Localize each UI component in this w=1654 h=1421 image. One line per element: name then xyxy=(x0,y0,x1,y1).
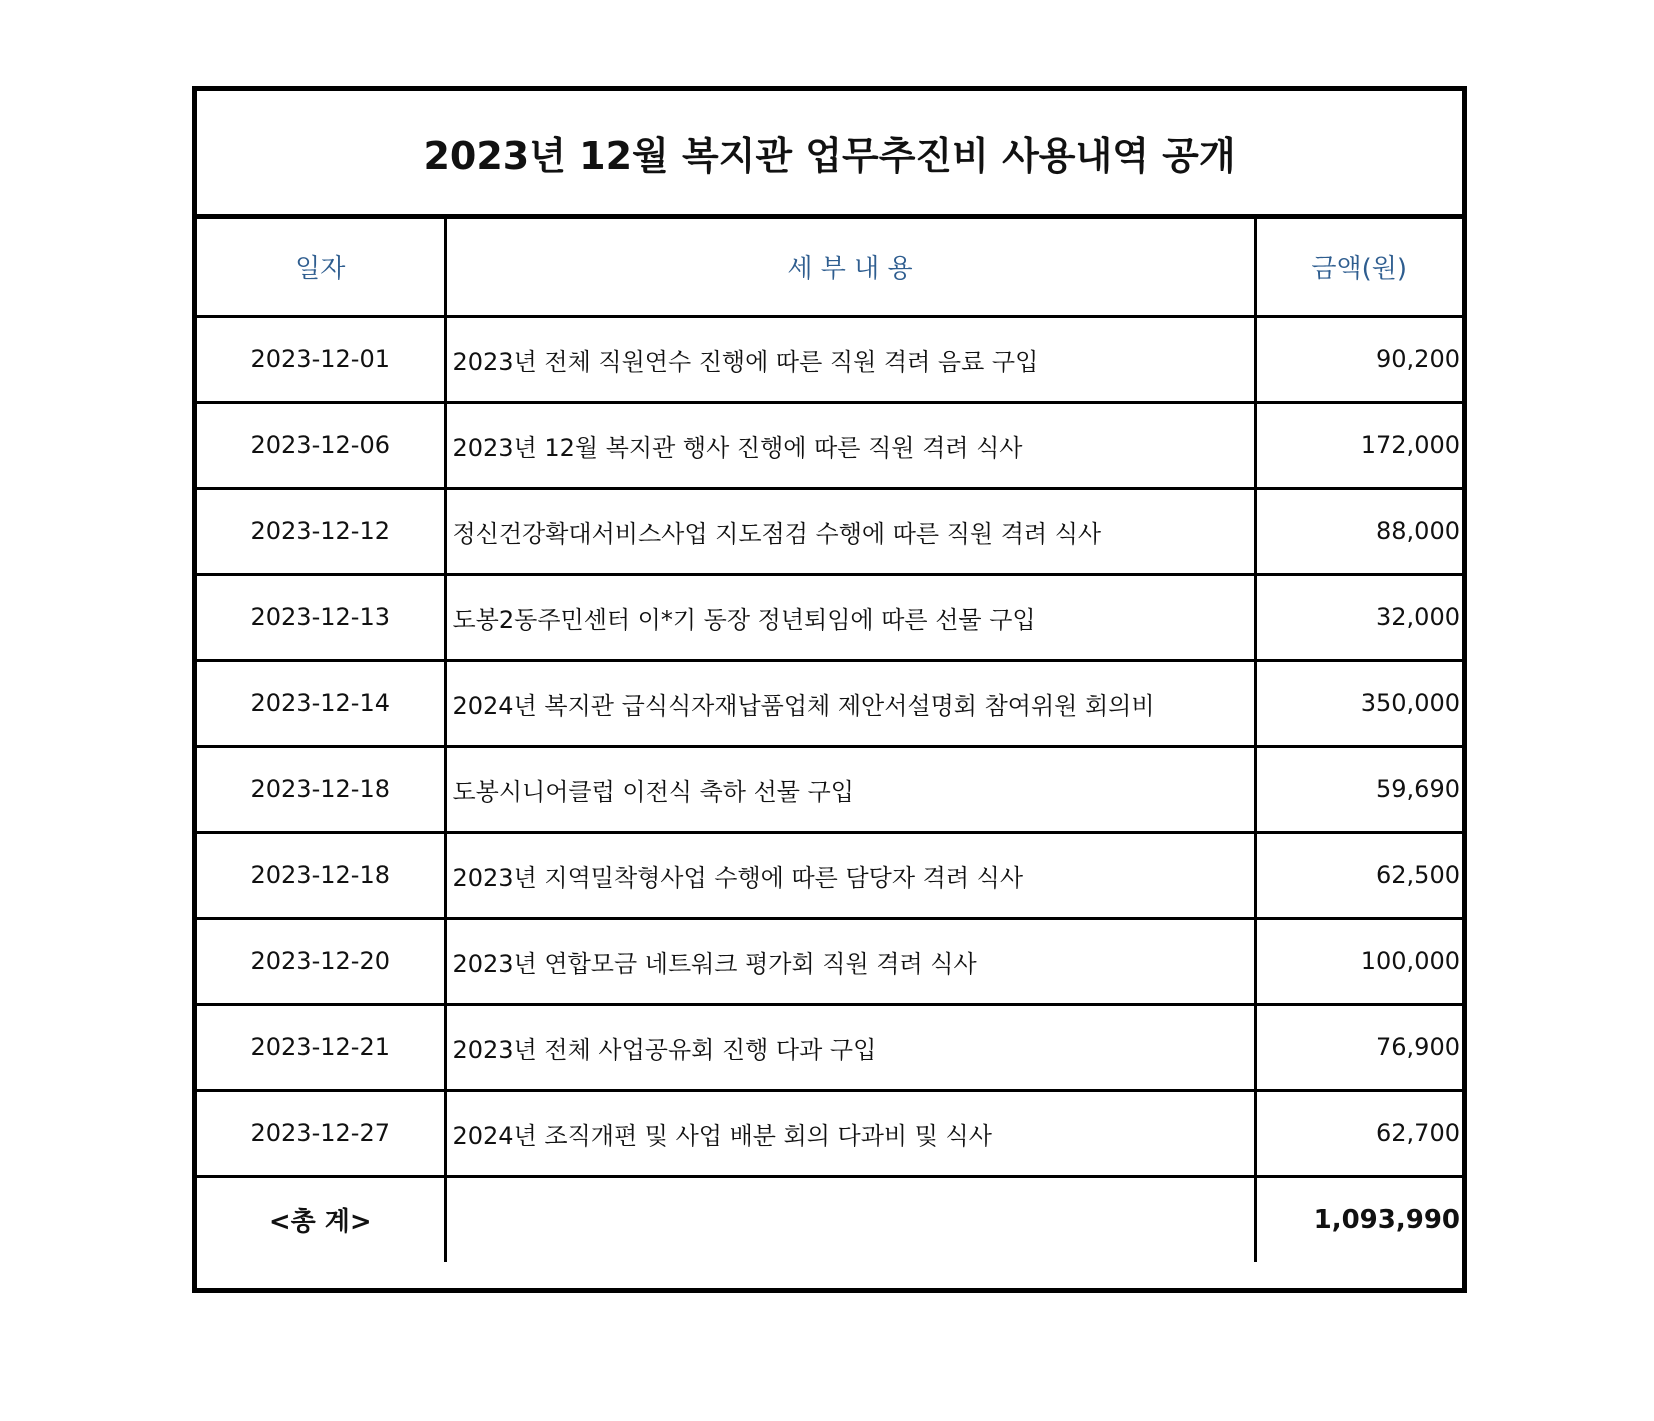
total-label: <총 계> xyxy=(197,1176,445,1262)
row-description: 2023년 12월 복지관 행사 진행에 따른 직원 격려 식사 xyxy=(445,402,1255,488)
total-description xyxy=(445,1176,1255,1262)
row-date: 2023-12-01 xyxy=(197,316,445,402)
row-date: 2023-12-18 xyxy=(197,746,445,832)
row-description: 2023년 전체 직원연수 진행에 따른 직원 격려 음료 구입 xyxy=(445,316,1255,402)
table-row xyxy=(197,832,1462,918)
row-amount: 32,000 xyxy=(1255,574,1462,660)
row-amount: 88,000 xyxy=(1255,488,1462,574)
row-amount: 59,690 xyxy=(1255,746,1462,832)
total-row xyxy=(197,1176,1462,1262)
row-description: 도봉2동주민센터 이*기 동장 정년퇴임에 따른 선물 구입 xyxy=(445,574,1255,660)
row-amount: 100,000 xyxy=(1255,918,1462,1004)
page-title: 2023년 12월 복지관 업무추진비 사용내역 공개 xyxy=(423,134,1236,178)
row-description: 2023년 전체 사업공유회 진행 다과 구입 xyxy=(445,1004,1255,1090)
table-row xyxy=(197,660,1462,746)
row-amount: 172,000 xyxy=(1255,402,1462,488)
row-date: 2023-12-06 xyxy=(197,402,445,488)
row-description: 정신건강확대서비스사업 지도점검 수행에 따른 직원 격려 식사 xyxy=(445,488,1255,574)
title-box xyxy=(197,91,1462,219)
row-date: 2023-12-14 xyxy=(197,660,445,746)
row-description: 2024년 조직개편 및 사업 배분 회의 다과비 및 식사 xyxy=(445,1090,1255,1176)
row-amount: 350,000 xyxy=(1255,660,1462,746)
expense-disclosure-sheet xyxy=(192,86,1467,1293)
row-amount: 62,500 xyxy=(1255,832,1462,918)
total-amount: 1,093,990 xyxy=(1313,1204,1460,1235)
row-description: 도봉시니어클럽 이전식 축하 선물 구입 xyxy=(445,746,1255,832)
table-header xyxy=(197,219,1462,316)
row-description: 2023년 연합모금 네트워크 평가회 직원 격려 식사 xyxy=(445,918,1255,1004)
row-amount: 76,900 xyxy=(1255,1004,1462,1090)
expense-table xyxy=(197,219,1462,1262)
table-row xyxy=(197,316,1462,402)
row-description: 2023년 지역밀착형사업 수행에 따른 담당자 격려 식사 xyxy=(445,832,1255,918)
table-row xyxy=(197,488,1462,574)
row-date: 2023-12-20 xyxy=(197,918,445,1004)
column-header-amount: 금액(원) xyxy=(1255,219,1462,316)
row-amount: 62,700 xyxy=(1255,1090,1462,1176)
table-row xyxy=(197,402,1462,488)
table-row xyxy=(197,574,1462,660)
row-amount: 90,200 xyxy=(1255,316,1462,402)
row-description: 2024년 복지관 급식식자재납품업체 제안서설명회 참여위원 회의비 xyxy=(445,660,1255,746)
row-date: 2023-12-21 xyxy=(197,1004,445,1090)
column-header-description: 세 부 내 용 xyxy=(445,219,1255,316)
row-date: 2023-12-27 xyxy=(197,1090,445,1176)
row-date: 2023-12-13 xyxy=(197,574,445,660)
row-date: 2023-12-18 xyxy=(197,832,445,918)
table-row xyxy=(197,1004,1462,1090)
table-body xyxy=(197,316,1462,1262)
table-row xyxy=(197,1090,1462,1176)
column-header-date: 일자 xyxy=(197,219,445,316)
header-row xyxy=(197,219,1462,316)
table-row xyxy=(197,918,1462,1004)
table-row xyxy=(197,746,1462,832)
row-date: 2023-12-12 xyxy=(197,488,445,574)
